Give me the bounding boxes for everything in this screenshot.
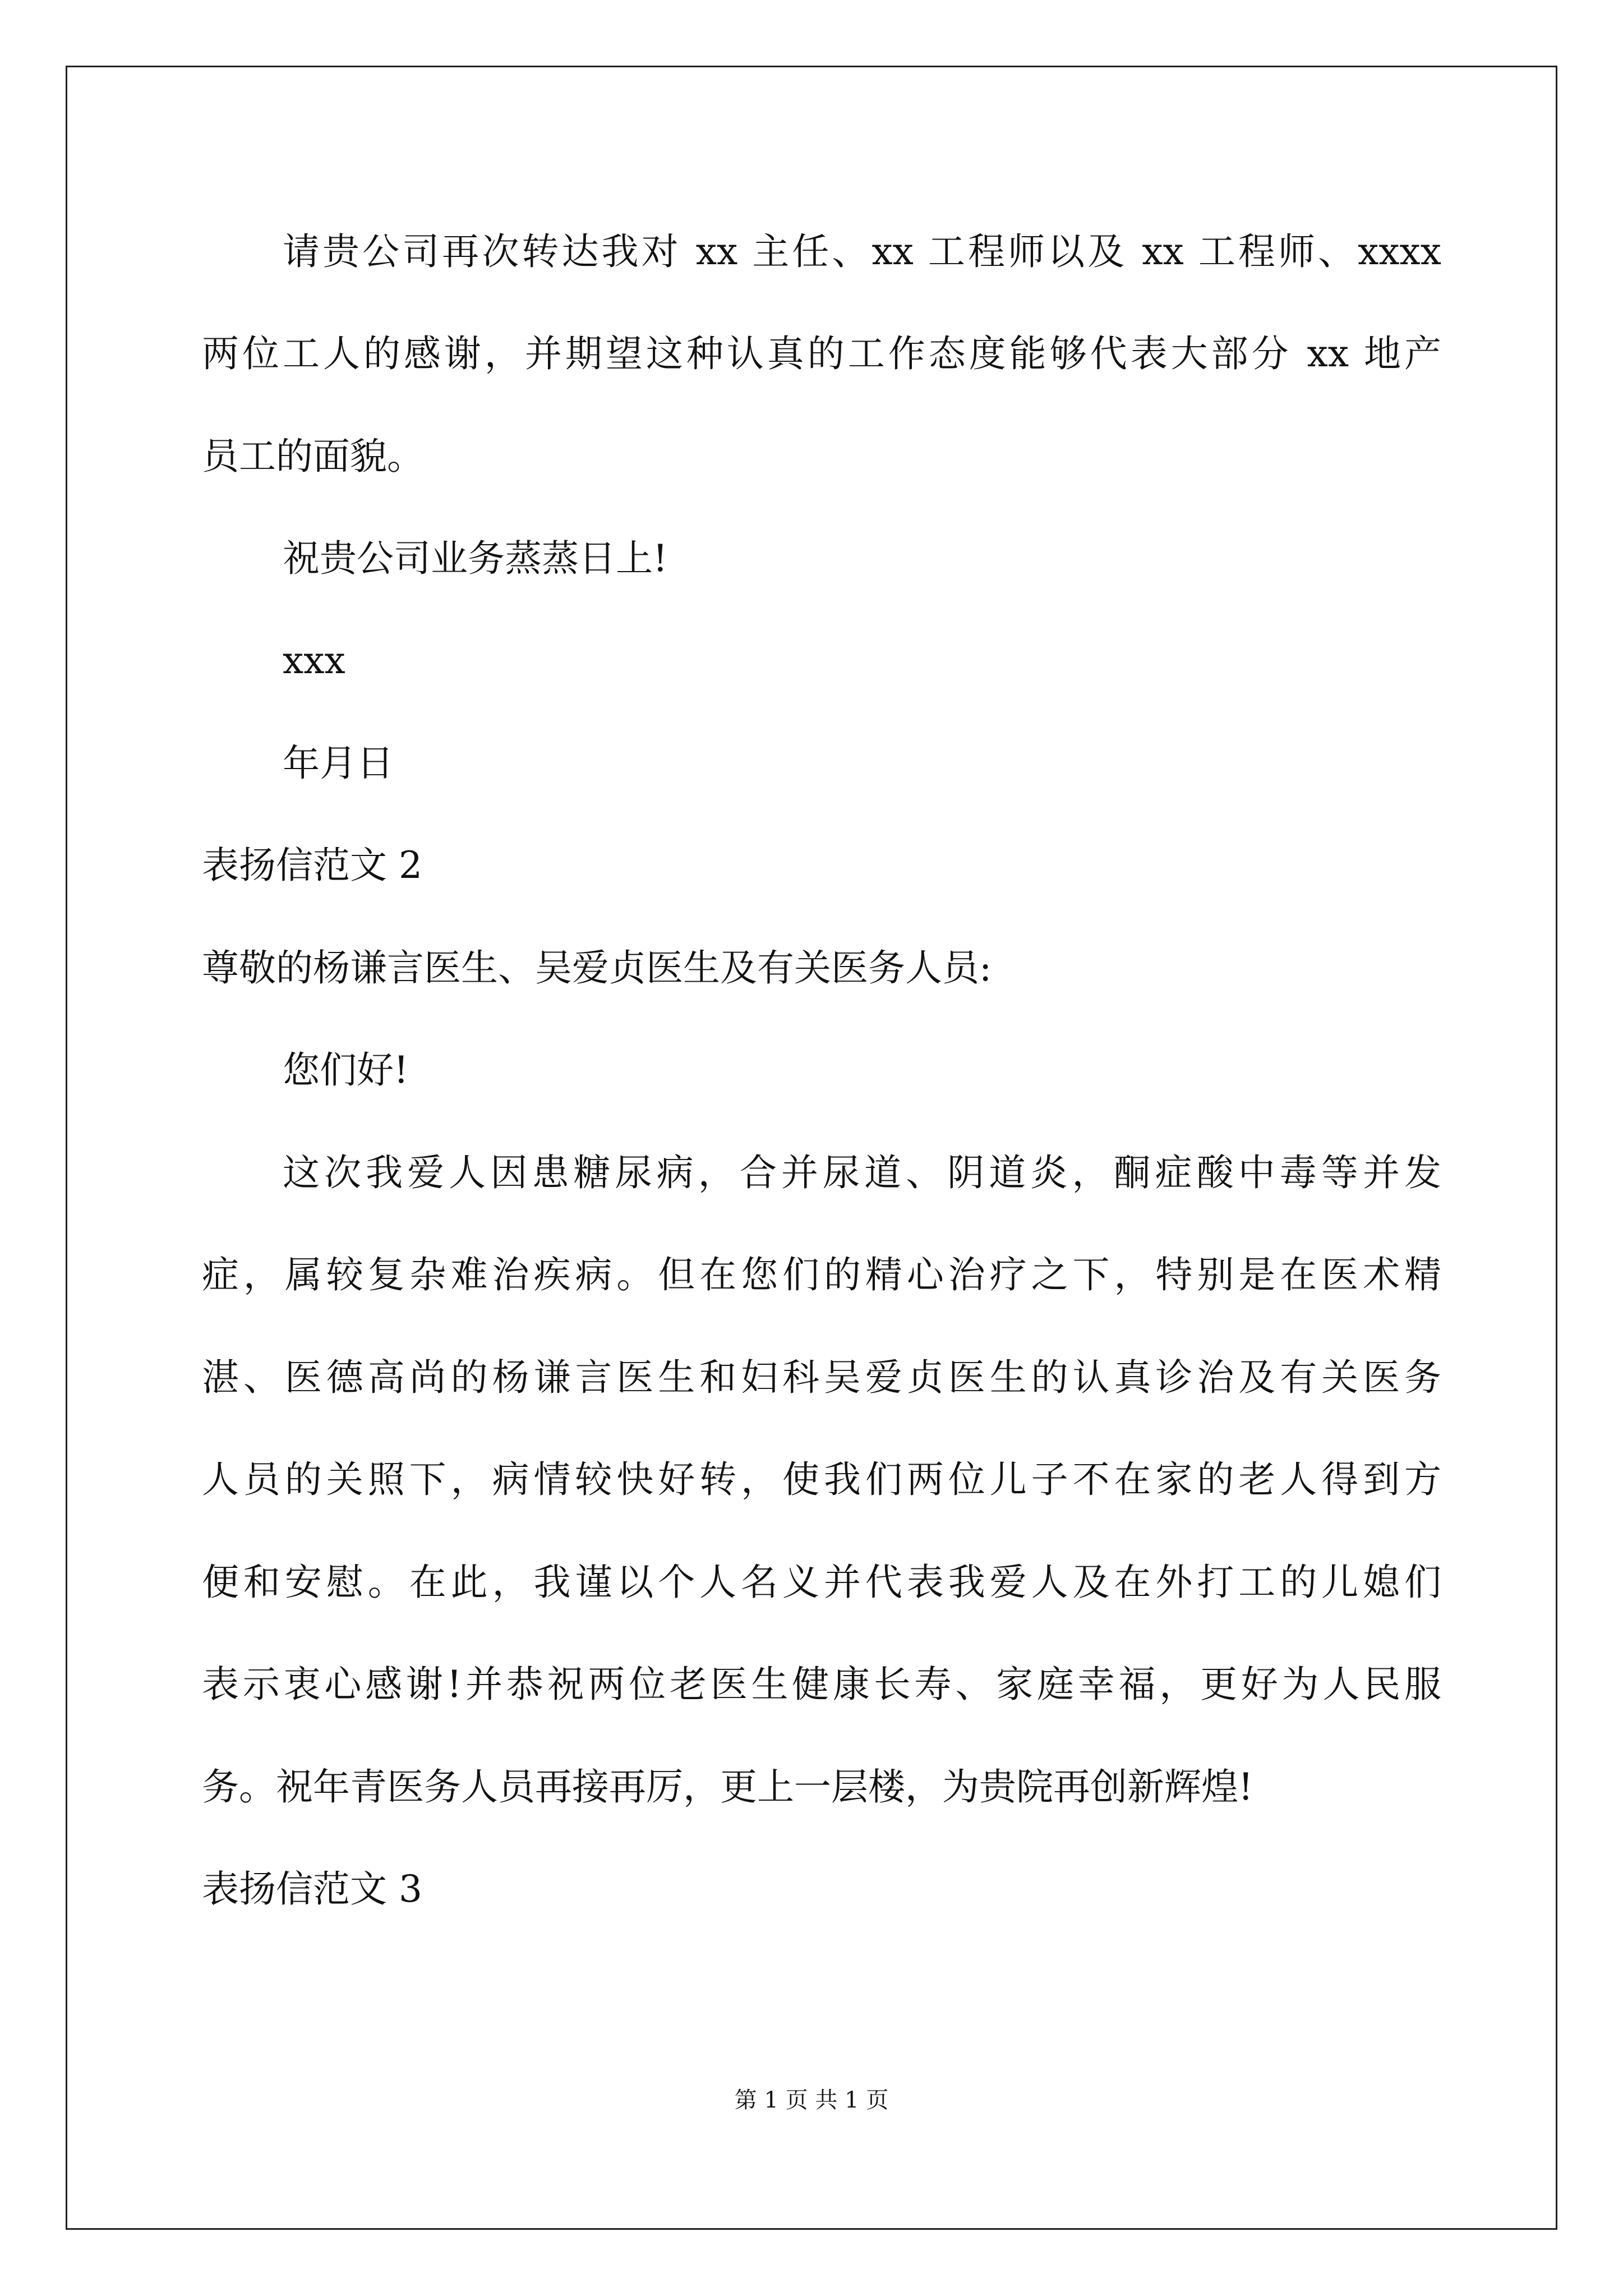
- section-heading: 表扬信范文 3: [202, 1867, 422, 1911]
- signature-name: xxx: [283, 639, 345, 682]
- paragraph-line: 务。祝年青医务人员再接再厉，更上一层楼，为贵院再创新辉煌!: [202, 1765, 1253, 1809]
- paragraph-line: 请贵公司再次转达我对 xx 主任、xx 工程师以及 xx 工程师、xxxx: [283, 230, 1441, 273]
- salutation-line: 尊敬的杨谦言医生、吴爱贞医生及有关医务人员:: [202, 946, 992, 990]
- greeting-line: 您们好!: [283, 1048, 409, 1092]
- signature-date: 年月日: [283, 742, 394, 785]
- section-heading: 表扬信范文 2: [202, 844, 422, 887]
- paragraph-line: 便和安慰。在此，我谨以个人名义并代表我爱人及在外打工的儿媳们: [202, 1561, 1441, 1604]
- paragraph-line: 表示衷心感谢!并恭祝两位老医生健康长寿、家庭幸福，更好为人民服: [202, 1663, 1441, 1706]
- paragraph-line: 人员的关照下，病情较快好转，使我们两位儿子不在家的老人得到方: [202, 1458, 1441, 1501]
- paragraph-line: 两位工人的感谢，并期望这种认真的工作态度能够代表大部分 xx 地产: [202, 332, 1441, 375]
- paragraph-line: 员工的面貌。: [202, 435, 424, 478]
- page-number-footer: 第 1 页 共 1 页: [734, 2087, 889, 2113]
- paragraph-line: 湛、医德高尚的杨谦言医生和妇科吴爱贞医生的认真诊治及有关医务: [202, 1356, 1441, 1399]
- greeting-line: 祝贵公司业务蒸蒸日上!: [283, 537, 668, 580]
- paragraph-line: 症，属较复杂难治疾病。但在您们的精心治疗之下，特别是在医术精: [202, 1253, 1441, 1296]
- paragraph-line: 这次我爱人因患糖尿病，合并尿道、阴道炎，酮症酸中毒等并发: [283, 1151, 1441, 1194]
